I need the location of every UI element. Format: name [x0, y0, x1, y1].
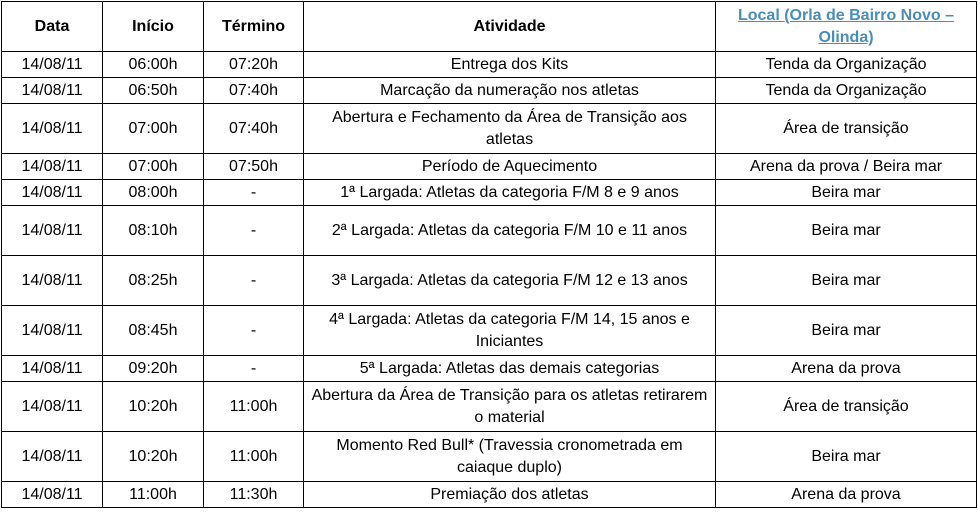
cell-end: 11:30h: [204, 482, 304, 508]
cell-end: -: [204, 306, 304, 356]
table-row: [2, 180, 977, 206]
table-row: [2, 356, 977, 382]
cell-end: 07:40h: [204, 78, 304, 104]
cell-start: 06:00h: [103, 52, 204, 78]
cell-date: 14/08/11: [2, 482, 103, 508]
cell-location: Arena da prova / Beira mar: [716, 154, 977, 180]
table-row: [2, 78, 977, 104]
cell-start: 10:20h: [103, 382, 204, 432]
cell-activity: Período de Aquecimento: [304, 154, 716, 180]
cell-date: 14/08/11: [2, 52, 103, 78]
table-row: [2, 432, 977, 482]
table-row: [2, 52, 977, 78]
cell-date: 14/08/11: [2, 180, 103, 206]
column-header-activity: Atividade: [304, 2, 716, 52]
cell-date: 14/08/11: [2, 356, 103, 382]
cell-end: 07:40h: [204, 104, 304, 154]
cell-location: Beira mar: [716, 306, 977, 356]
schedule-table: [1, 1, 977, 508]
table-row: [2, 154, 977, 180]
cell-start: 07:00h: [103, 154, 204, 180]
cell-end: 07:50h: [204, 154, 304, 180]
cell-date: 14/08/11: [2, 432, 103, 482]
cell-activity: Momento Red Bull* (Travessia cronometrada em caiaque duplo): [304, 432, 716, 482]
cell-activity: 4ª Largada: Atletas da categoria F/M 14, 15 anos e Iniciantes: [304, 306, 716, 356]
cell-activity: Premiação dos atletas: [304, 482, 716, 508]
cell-date: 14/08/11: [2, 104, 103, 154]
table-row: [2, 306, 977, 356]
cell-location: Beira mar: [716, 432, 977, 482]
cell-location: Beira mar: [716, 256, 977, 306]
cell-end: -: [204, 356, 304, 382]
cell-date: 14/08/11: [2, 206, 103, 256]
cell-activity: Entrega dos Kits: [304, 52, 716, 78]
cell-date: 14/08/11: [2, 256, 103, 306]
cell-end: -: [204, 180, 304, 206]
cell-activity: Abertura e Fechamento da Área de Transição aos atletas: [304, 104, 716, 154]
cell-end: -: [204, 256, 304, 306]
cell-location: Tenda da Organização: [716, 52, 977, 78]
cell-activity: Marcação da numeração nos atletas: [304, 78, 716, 104]
table-row: [2, 256, 977, 306]
cell-start: 09:20h: [103, 356, 204, 382]
cell-end: 11:00h: [204, 432, 304, 482]
cell-location: Área de transição: [716, 382, 977, 432]
cell-activity: 2ª Largada: Atletas da categoria F/M 10 e 11 anos: [304, 206, 716, 256]
cell-activity: 5ª Largada: Atletas das demais categorias: [304, 356, 716, 382]
cell-end: 11:00h: [204, 382, 304, 432]
table-row: [2, 382, 977, 432]
cell-location: Área de transição: [716, 104, 977, 154]
cell-date: 14/08/11: [2, 154, 103, 180]
cell-start: 08:45h: [103, 306, 204, 356]
cell-start: 10:20h: [103, 432, 204, 482]
cell-date: 14/08/11: [2, 382, 103, 432]
table-row: [2, 104, 977, 154]
cell-activity: Abertura da Área de Transição para os atletas retirarem o material: [304, 382, 716, 432]
cell-location: Beira mar: [716, 206, 977, 256]
cell-location: Beira mar: [716, 180, 977, 206]
header-row: [2, 2, 977, 52]
table-row: [2, 482, 977, 508]
table-row: [2, 206, 977, 256]
cell-end: 07:20h: [204, 52, 304, 78]
cell-end: -: [204, 206, 304, 256]
column-header-location-link[interactable]: Local (Orla de Bairro Novo – Olinda): [716, 2, 977, 52]
cell-start: 08:25h: [103, 256, 204, 306]
cell-activity: 1ª Largada: Atletas da categoria F/M 8 e 9 anos: [304, 180, 716, 206]
column-header-start: Início: [103, 2, 204, 52]
cell-location: Tenda da Organização: [716, 78, 977, 104]
cell-location: Arena da prova: [716, 356, 977, 382]
cell-start: 06:50h: [103, 78, 204, 104]
cell-start: 08:00h: [103, 180, 204, 206]
cell-date: 14/08/11: [2, 306, 103, 356]
column-header-end: Término: [204, 2, 304, 52]
cell-start: 07:00h: [103, 104, 204, 154]
column-header-date: Data: [2, 2, 103, 52]
cell-location: Arena da prova: [716, 482, 977, 508]
cell-activity: 3ª Largada: Atletas da categoria F/M 12 e 13 anos: [304, 256, 716, 306]
cell-start: 11:00h: [103, 482, 204, 508]
cell-start: 08:10h: [103, 206, 204, 256]
cell-date: 14/08/11: [2, 78, 103, 104]
